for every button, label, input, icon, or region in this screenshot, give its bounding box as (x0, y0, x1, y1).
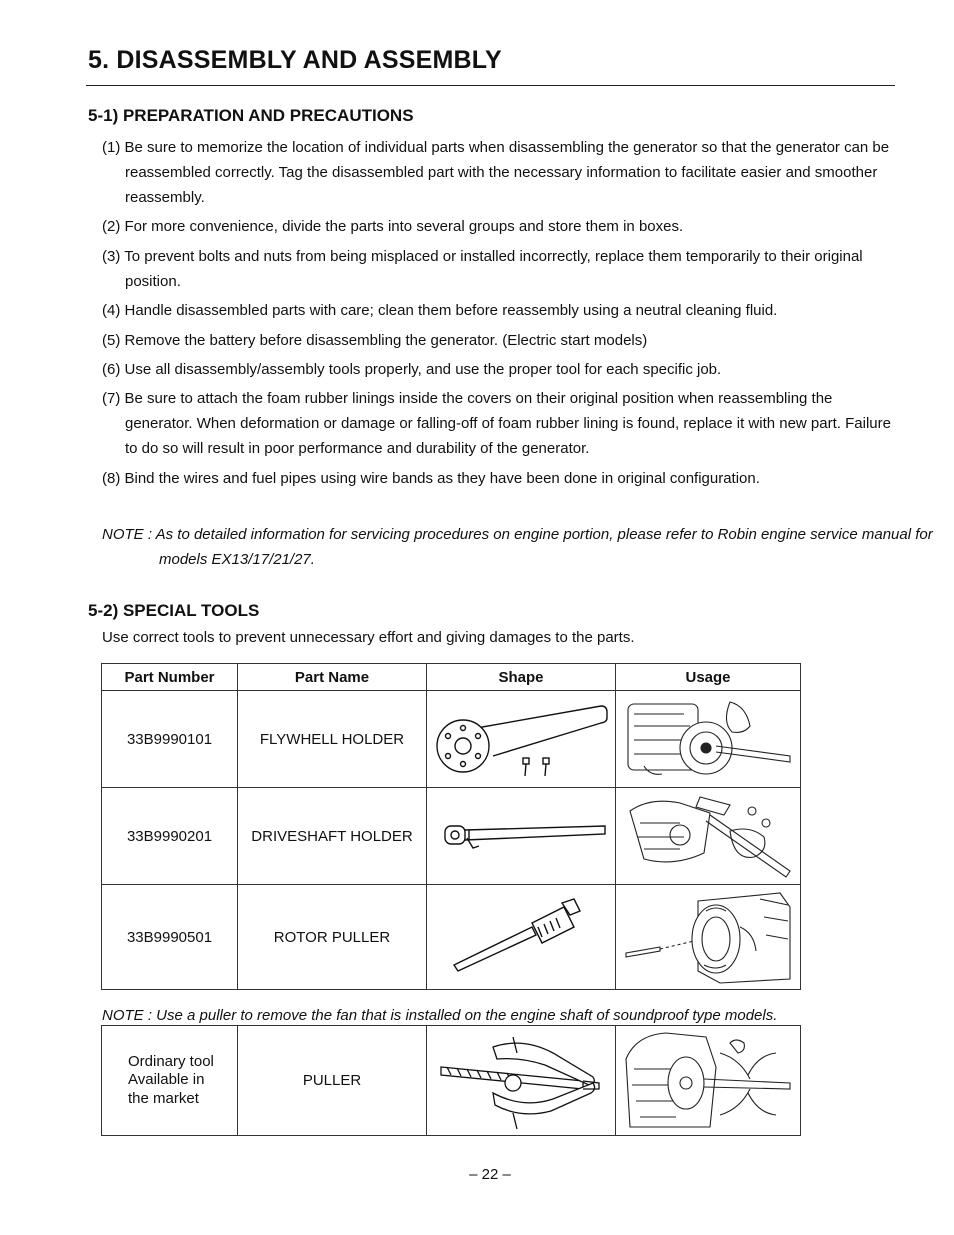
rotor-puller-usage-illustration (620, 887, 796, 987)
usage-cell (616, 691, 801, 788)
precautions-list (102, 135, 902, 495)
section-heading-special-tools: 5-2) SPECIAL TOOLS (88, 601, 260, 620)
list-item: (5) Remove the battery before disassembling the generator. (Electric start models) (102, 331, 648, 349)
usage-cell (616, 885, 801, 990)
table-row (102, 691, 801, 788)
shape-cell (427, 1026, 616, 1136)
usage-cell (616, 1026, 801, 1136)
table-row (102, 788, 801, 885)
part-name-cell: ROTOR PULLER (238, 885, 427, 990)
table-row (102, 1026, 801, 1136)
engine-service-note: NOTE : As to detailed information for servicing procedures on engine portion, please refer to Robin engine service manual for models EX13/17/21/27. (102, 526, 933, 568)
part-number-cell: 33B9990201 (102, 788, 238, 885)
shape-cell (427, 691, 616, 788)
list-item: (3) To prevent bolts and nuts from being misplaced or installed incorrectly, replace them temporarily to their original position. (102, 247, 863, 290)
header-shape: Shape (427, 664, 616, 691)
usage-cell (616, 788, 801, 885)
header-part-number: Part Number (102, 664, 238, 691)
ordinary-tool-line: the market (128, 1089, 199, 1107)
flywheel-holder-illustration (431, 694, 611, 784)
special-tools-intro: Use correct tools to prevent unnecessary effort and giving damages to the parts. (102, 629, 635, 646)
part-number-cell: 33B9990501 (102, 885, 238, 990)
part-name-cell: DRIVESHAFT HOLDER (238, 788, 427, 885)
puller-illustration (433, 1031, 609, 1131)
puller-usage-illustration (620, 1029, 796, 1133)
part-number-cell (102, 1026, 238, 1136)
list-item: (6) Use all disassembly/assembly tools properly, and use the proper tool for each specific job. (102, 360, 722, 378)
puller-note: NOTE : Use a puller to remove the fan that is installed on the engine shaft of soundproof type models. (102, 1007, 778, 1024)
ordinary-tool-line: Available in (128, 1071, 205, 1089)
flywheel-holder-usage-illustration (620, 694, 796, 784)
driveshaft-holder-illustration (431, 816, 611, 856)
list-item: (2) For more convenience, divide the parts into several groups and store them in boxes. (102, 218, 684, 236)
table-header-row (102, 664, 801, 691)
list-item: (8) Bind the wires and fuel pipes using wire bands as they have been done in original configuration. (102, 469, 760, 487)
list-item: (7) Be sure to attach the foam rubber linings inside the covers on their original position when reassembling the generator. When deformation or damage or falling-off of foam rubber lining is found, replace it with new part. Failure to do so will result in poor performance and durability of the generator. (102, 390, 891, 458)
header-usage: Usage (616, 664, 801, 691)
part-name-cell: FLYWHELL HOLDER (238, 691, 427, 788)
part-number-cell: 33B9990101 (102, 691, 238, 788)
table-row (102, 885, 801, 990)
rotor-puller-illustration (446, 897, 596, 977)
list-item: (4) Handle disassembled parts with care; clean them before reassembly using a neutral cleaning fluid. (102, 302, 778, 320)
section-heading-preparation: 5-1) PREPARATION AND PRECAUTIONS (88, 106, 414, 125)
page-title: 5. DISASSEMBLY AND ASSEMBLY (88, 46, 502, 74)
ordinary-tool-line: Ordinary tool (128, 1052, 214, 1070)
list-item: (1) Be sure to memorize the location of individual parts when disassembling the generator so that the generator can be reassembled correctly. Tag the disassembled part with the necessary information to facilitate easier and smoother reassembly. (102, 139, 890, 206)
part-name-cell: PULLER (238, 1026, 427, 1136)
header-part-name: Part Name (238, 664, 427, 691)
puller-table (101, 1025, 801, 1136)
special-tools-table (101, 663, 801, 990)
title-divider (86, 85, 895, 86)
shape-cell (427, 885, 616, 990)
page-number: – 22 – (469, 1166, 511, 1183)
driveshaft-holder-usage-illustration (620, 791, 796, 881)
shape-cell (427, 788, 616, 885)
